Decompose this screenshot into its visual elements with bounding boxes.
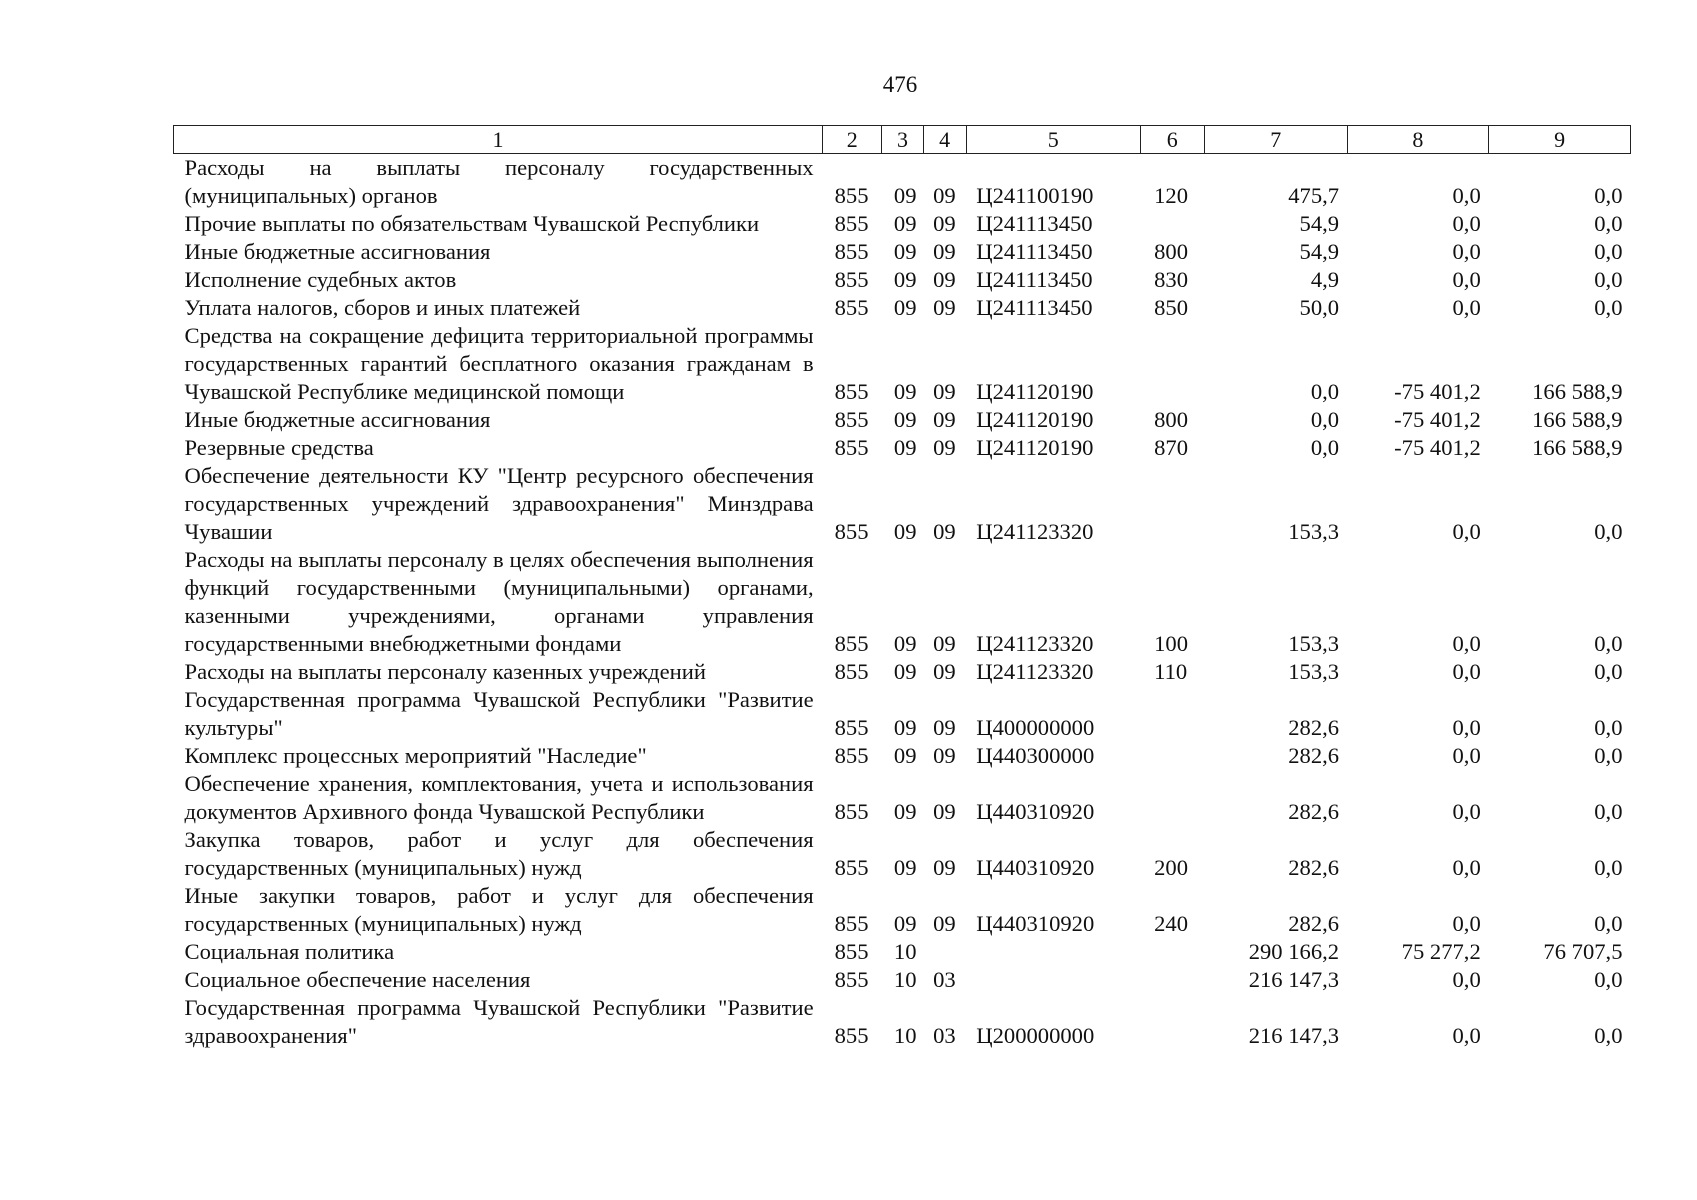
amount-col9-cell: 0,0 xyxy=(1594,211,1623,236)
target-article-cell: Ц440310920 xyxy=(976,799,1095,824)
header-cell-1: 1 xyxy=(174,126,823,154)
amount-col9-cell: 0,0 xyxy=(1594,183,1623,208)
subsection-cell: 09 xyxy=(933,799,956,824)
target-article-cell: Ц440310920 xyxy=(976,911,1095,936)
target-article-cell: Ц241120190 xyxy=(976,407,1094,432)
target-article-cell: Ц241100190 xyxy=(976,183,1094,208)
expense-type-cell: 800 xyxy=(1154,239,1188,264)
table-row xyxy=(174,938,1631,966)
row-name-cell: Комплекс процессных мероприятий "Наследие" xyxy=(184,743,647,768)
table-row xyxy=(174,266,1631,294)
subsection-cell: 09 xyxy=(933,743,956,768)
table-row xyxy=(174,742,1631,770)
expense-type-cell xyxy=(1140,770,1204,826)
section-cell: 09 xyxy=(893,911,917,936)
table-row xyxy=(174,966,1631,994)
header-cell-4: 4 xyxy=(923,126,966,154)
target-article-cell: Ц241123320 xyxy=(976,631,1094,656)
subsection-cell: 09 xyxy=(933,295,956,320)
amount-col7-cell: 153,3 xyxy=(1288,659,1340,684)
amount-col8-cell: 0,0 xyxy=(1452,855,1481,880)
ministry-code-cell: 855 xyxy=(834,855,869,880)
header-cell-5: 5 xyxy=(966,126,1140,154)
amount-col7-cell: 282,6 xyxy=(1288,911,1340,936)
amount-col7-cell: 54,9 xyxy=(1299,239,1340,264)
amount-col9-cell: 0,0 xyxy=(1594,659,1623,684)
table-row xyxy=(174,686,1631,742)
row-name-cell: Исполнение судебных актов xyxy=(184,267,457,292)
expense-type-cell: 240 xyxy=(1154,911,1188,936)
amount-col8-cell: 0,0 xyxy=(1452,1023,1481,1048)
header-cell-2: 2 xyxy=(823,126,882,154)
amount-col8-cell: 0,0 xyxy=(1452,295,1481,320)
amount-col9-cell: 0,0 xyxy=(1594,799,1623,824)
table-row xyxy=(174,210,1631,238)
expense-type-cell xyxy=(1140,994,1204,1050)
row-name-cell: Расходы на выплаты персоналу казенных учреждений xyxy=(184,659,706,684)
header-cell-3: 3 xyxy=(882,126,923,154)
amount-col9-cell: 0,0 xyxy=(1594,631,1623,656)
section-cell: 10 xyxy=(893,967,917,992)
table-row xyxy=(174,882,1631,938)
target-article-cell: Ц440310920 xyxy=(976,855,1095,880)
amount-col9-cell: 0,0 xyxy=(1594,855,1623,880)
header-row xyxy=(174,126,1631,154)
expense-type-cell: 800 xyxy=(1154,407,1188,432)
target-article-cell: Ц200000000 xyxy=(976,1023,1095,1048)
amount-col8-cell: 0,0 xyxy=(1452,267,1481,292)
section-cell: 09 xyxy=(893,743,917,768)
section-cell: 09 xyxy=(893,435,917,460)
ministry-code-cell: 855 xyxy=(834,967,869,992)
ministry-code-cell: 855 xyxy=(834,1023,869,1048)
amount-col7-cell: 216 147,3 xyxy=(1248,967,1340,992)
section-cell: 09 xyxy=(893,715,917,740)
section-cell: 09 xyxy=(893,183,917,208)
amount-col7-cell: 153,3 xyxy=(1288,519,1340,544)
row-name-cell: Иные бюджетные ассигнования xyxy=(184,407,491,432)
subsection-cell: 09 xyxy=(933,407,956,432)
row-name-cell: Обеспечение хранения, комплектования, учета и использования документов Архивного фонда Чувашской Республики xyxy=(184,771,814,824)
ministry-code-cell: 855 xyxy=(834,211,869,236)
amount-col8-cell: 0,0 xyxy=(1452,743,1481,768)
row-name-cell: Средства на сокращение дефицита территориальной программы государственных гарантий бесплатного оказания гражданам в Чувашской Республике медицинской помощи xyxy=(184,323,814,404)
amount-col7-cell: 282,6 xyxy=(1288,855,1340,880)
budget-table-wrapper xyxy=(173,125,1631,1050)
expense-type-cell: 850 xyxy=(1154,295,1188,320)
amount-col7-cell: 282,6 xyxy=(1288,799,1340,824)
row-name-cell: Закупка товаров, работ и услуг для обеспечения государственных (муниципальных) нужд xyxy=(184,827,814,880)
target-article-cell: Ц241120190 xyxy=(976,379,1094,404)
amount-col8-cell: 0,0 xyxy=(1452,967,1481,992)
ministry-code-cell: 855 xyxy=(834,659,869,684)
subsection-cell: 09 xyxy=(933,659,956,684)
row-name-cell: Иные закупки товаров, работ и услуг для обеспечения государственных (муниципальных) нужд xyxy=(184,883,814,936)
ministry-code-cell: 855 xyxy=(834,183,869,208)
amount-col8-cell: 0,0 xyxy=(1452,519,1481,544)
section-cell: 09 xyxy=(893,659,917,684)
amount-col9-cell: 0,0 xyxy=(1594,267,1623,292)
amount-col7-cell: 54,9 xyxy=(1299,211,1340,236)
subsection-cell: 09 xyxy=(933,239,956,264)
subsection-cell: 03 xyxy=(933,967,956,992)
row-name-cell: Расходы на выплаты персоналу государственных (муниципальных) органов xyxy=(184,155,814,208)
section-cell: 09 xyxy=(893,519,917,544)
row-name-cell: Уплата налогов, сборов и иных платежей xyxy=(184,295,581,320)
table-row xyxy=(174,322,1631,406)
amount-col9-cell: 166 588,9 xyxy=(1532,435,1623,460)
amount-col7-cell: 4,9 xyxy=(1310,267,1340,292)
amount-col8-cell: -75 401,2 xyxy=(1394,407,1481,432)
ministry-code-cell: 855 xyxy=(834,911,869,936)
row-name-cell: Иные бюджетные ассигнования xyxy=(184,239,491,264)
amount-col8-cell: 0,0 xyxy=(1452,715,1481,740)
section-cell: 09 xyxy=(893,379,917,404)
subsection-cell: 09 xyxy=(933,211,956,236)
section-cell: 09 xyxy=(893,267,917,292)
header-cell-7: 7 xyxy=(1204,126,1347,154)
header-cell-6: 6 xyxy=(1140,126,1204,154)
expense-type-cell xyxy=(1140,686,1204,742)
expense-type-cell: 120 xyxy=(1154,183,1188,208)
expense-type-cell: 100 xyxy=(1154,631,1188,656)
row-name-cell: Социальное обеспечение населения xyxy=(184,967,531,992)
subsection-cell: 09 xyxy=(933,855,956,880)
table-body xyxy=(174,154,1631,1051)
amount-col7-cell: 0,0 xyxy=(1310,435,1340,460)
ministry-code-cell: 855 xyxy=(834,519,869,544)
target-article-cell xyxy=(966,938,1140,966)
ministry-code-cell: 855 xyxy=(834,435,869,460)
table-row xyxy=(174,406,1631,434)
subsection-cell: 09 xyxy=(933,631,956,656)
row-name-cell: Резервные средства xyxy=(184,435,374,460)
table-row xyxy=(174,826,1631,882)
ministry-code-cell: 855 xyxy=(834,799,869,824)
table-row xyxy=(174,434,1631,462)
expense-type-cell xyxy=(1140,742,1204,770)
target-article-cell: Ц241113450 xyxy=(976,239,1093,264)
section-cell: 09 xyxy=(893,799,917,824)
row-name-cell: Расходы на выплаты персоналу в целях обеспечения выполнения функций государственными (муниципальными) органами, казенными учреждениями, органами управления государственными внебюджетными фондами xyxy=(184,547,814,656)
ministry-code-cell: 855 xyxy=(834,407,869,432)
table-row xyxy=(174,994,1631,1050)
section-cell: 09 xyxy=(893,407,917,432)
header-cell-8: 8 xyxy=(1347,126,1489,154)
subsection-cell: 09 xyxy=(933,715,956,740)
expense-type-cell: 110 xyxy=(1154,659,1188,684)
amount-col9-cell: 0,0 xyxy=(1594,519,1623,544)
table-header xyxy=(174,126,1631,154)
amount-col9-cell: 166 588,9 xyxy=(1532,379,1623,404)
amount-col7-cell: 282,6 xyxy=(1288,715,1340,740)
amount-col7-cell: 290 166,2 xyxy=(1248,939,1340,964)
section-cell: 09 xyxy=(893,631,917,656)
target-article-cell: Ц241120190 xyxy=(976,435,1094,460)
amount-col8-cell: 0,0 xyxy=(1452,239,1481,264)
subsection-cell xyxy=(923,938,966,966)
table-row xyxy=(174,154,1631,211)
section-cell: 10 xyxy=(893,939,917,964)
expense-type-cell xyxy=(1140,938,1204,966)
amount-col8-cell: 0,0 xyxy=(1452,799,1481,824)
amount-col9-cell: 0,0 xyxy=(1594,239,1623,264)
ministry-code-cell: 855 xyxy=(834,715,869,740)
amount-col9-cell: 0,0 xyxy=(1594,1023,1623,1048)
amount-col9-cell: 0,0 xyxy=(1594,715,1623,740)
expense-type-cell: 870 xyxy=(1154,435,1188,460)
subsection-cell: 09 xyxy=(933,519,956,544)
expense-type-cell: 830 xyxy=(1154,267,1188,292)
amount-col8-cell: 75 277,2 xyxy=(1401,939,1481,964)
section-cell: 09 xyxy=(893,211,917,236)
target-article-cell: Ц241113450 xyxy=(976,295,1093,320)
amount-col8-cell: -75 401,2 xyxy=(1394,379,1481,404)
amount-col9-cell: 0,0 xyxy=(1594,911,1623,936)
subsection-cell: 09 xyxy=(933,183,956,208)
expense-type-cell xyxy=(1140,462,1204,546)
table-row xyxy=(174,546,1631,658)
amount-col7-cell: 153,3 xyxy=(1288,631,1340,656)
table-row xyxy=(174,462,1631,546)
table-row xyxy=(174,770,1631,826)
ministry-code-cell: 855 xyxy=(834,295,869,320)
target-article-cell: Ц241113450 xyxy=(976,267,1093,292)
expense-type-cell xyxy=(1140,322,1204,406)
amount-col7-cell: 0,0 xyxy=(1310,379,1340,404)
expense-type-cell xyxy=(1140,966,1204,994)
section-cell: 09 xyxy=(893,239,917,264)
target-article-cell: Ц241123320 xyxy=(976,519,1094,544)
amount-col9-cell: 76 707,5 xyxy=(1543,939,1623,964)
amount-col7-cell: 475,7 xyxy=(1288,183,1340,208)
amount-col7-cell: 216 147,3 xyxy=(1248,1023,1340,1048)
ministry-code-cell: 855 xyxy=(834,267,869,292)
amount-col8-cell: 0,0 xyxy=(1452,631,1481,656)
amount-col9-cell: 0,0 xyxy=(1594,967,1623,992)
ministry-code-cell: 855 xyxy=(834,239,869,264)
table-row xyxy=(174,238,1631,266)
section-cell: 09 xyxy=(893,855,917,880)
section-cell: 09 xyxy=(893,295,917,320)
amount-col8-cell: 0,0 xyxy=(1452,659,1481,684)
amount-col8-cell: 0,0 xyxy=(1452,183,1481,208)
table-row xyxy=(174,658,1631,686)
budget-table xyxy=(173,125,1631,1050)
ministry-code-cell: 855 xyxy=(834,631,869,656)
table-row xyxy=(174,294,1631,322)
row-name-cell: Социальная политика xyxy=(184,939,395,964)
subsection-cell: 09 xyxy=(933,267,956,292)
amount-col7-cell: 50,0 xyxy=(1299,295,1340,320)
subsection-cell: 09 xyxy=(933,379,956,404)
row-name-cell: Обеспечение деятельности КУ "Центр ресурсного обеспечения государственных учреждений здравоохранения" Минздрава Чувашии xyxy=(184,463,814,544)
amount-col8-cell: -75 401,2 xyxy=(1394,435,1481,460)
expense-type-cell xyxy=(1140,210,1204,238)
amount-col9-cell: 166 588,9 xyxy=(1532,407,1623,432)
amount-col7-cell: 282,6 xyxy=(1288,743,1340,768)
subsection-cell: 09 xyxy=(933,911,956,936)
ministry-code-cell: 855 xyxy=(834,743,869,768)
target-article-cell: Ц400000000 xyxy=(976,715,1095,740)
amount-col8-cell: 0,0 xyxy=(1452,911,1481,936)
header-cell-9: 9 xyxy=(1489,126,1631,154)
row-name-cell: Государственная программа Чувашской Республики "Развитие культуры" xyxy=(184,687,814,740)
amount-col9-cell: 0,0 xyxy=(1594,743,1623,768)
amount-col8-cell: 0,0 xyxy=(1452,211,1481,236)
target-article-cell: Ц241123320 xyxy=(976,659,1094,684)
subsection-cell: 09 xyxy=(933,435,956,460)
subsection-cell: 03 xyxy=(933,1023,956,1048)
expense-type-cell: 200 xyxy=(1154,855,1188,880)
target-article-cell: Ц241113450 xyxy=(976,211,1093,236)
section-cell: 10 xyxy=(893,1023,917,1048)
ministry-code-cell: 855 xyxy=(834,379,869,404)
row-name-cell: Прочие выплаты по обязательствам Чувашской Республики xyxy=(184,211,760,236)
target-article-cell xyxy=(966,966,1140,994)
page-number: 476 xyxy=(882,72,918,97)
amount-col7-cell: 0,0 xyxy=(1310,407,1340,432)
ministry-code-cell: 855 xyxy=(834,939,869,964)
amount-col9-cell: 0,0 xyxy=(1594,295,1623,320)
row-name-cell: Государственная программа Чувашской Республики "Развитие здравоохранения" xyxy=(184,995,814,1048)
target-article-cell: Ц440300000 xyxy=(976,743,1095,768)
